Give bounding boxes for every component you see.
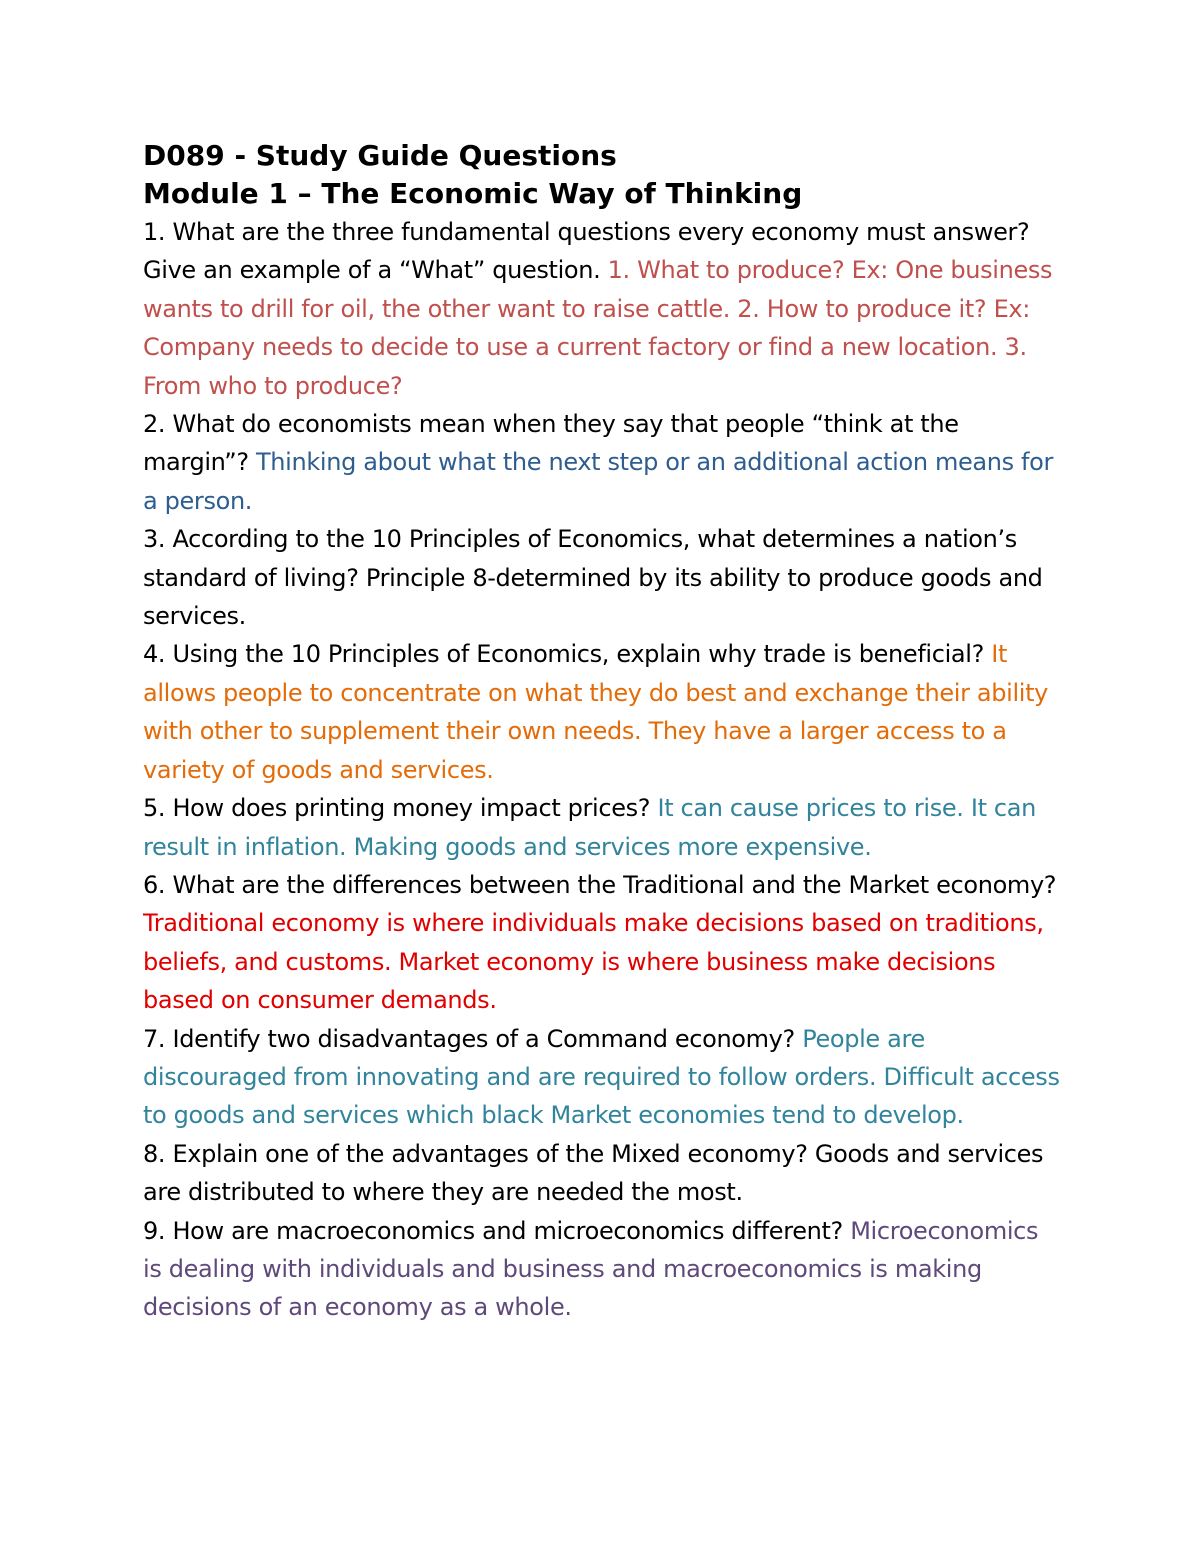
qa-item-3 xyxy=(143,520,1063,635)
document-subtitle: Module 1 – The Economic Way of Thinking xyxy=(143,177,803,210)
qa-item-2 xyxy=(143,405,1063,520)
answer-5: It can cause prices to rise. It can result in inflation. Making goods and services more expensive. xyxy=(143,794,1036,861)
qa-item-9 xyxy=(143,1212,1063,1327)
qa-item-4 xyxy=(143,635,1063,789)
question-2: 2. What do economists mean when they say that people “think at the margin”? xyxy=(143,410,959,477)
question-7: 7. Identify two disadvantages of a Command economy? xyxy=(143,1024,795,1053)
answer-4: It allows people to concentrate on what they do best and exchange their ability with other to supplement their own needs. They have a larger access to a variety of goods and services. xyxy=(143,640,1049,784)
question-3: 3. According to the 10 Principles of Economics, what determines a nation’s standard of living? xyxy=(143,525,1017,592)
answer-7: People are discouraged from innovating and are required to follow orders. Difficult access to goods and services which black Market economies tend to develop. xyxy=(143,1024,1060,1130)
document-page xyxy=(143,137,1063,1327)
question-8: 8. Explain one of the advantages of the Mixed economy? xyxy=(143,1139,808,1168)
answer-9: Microeconomics is dealing with individuals and business and macroeconomics is making decisions of an economy as a whole. xyxy=(143,1216,1039,1322)
answer-2: Thinking about what the next step or an additional action means for a person. xyxy=(143,448,1054,515)
qa-item-7 xyxy=(143,1020,1063,1135)
question-5: 5. How does printing money impact prices? xyxy=(143,794,651,823)
question-4: 4. Using the 10 Principles of Economics, explain why trade is beneficial? xyxy=(143,640,984,669)
document-title: D089 - Study Guide Questions xyxy=(143,139,617,172)
qa-item-5 xyxy=(143,789,1063,866)
question-6: 6. What are the differences between the Traditional and the Market economy? xyxy=(143,870,1057,899)
answer-6: Traditional economy is where individuals make decisions based on traditions, beliefs, and customs. Market economy is where business make decisions based on consumer demands. xyxy=(143,909,1044,1015)
qa-item-8 xyxy=(143,1135,1063,1212)
answer-3: Principle 8-determined by its ability to produce goods and services. xyxy=(143,563,1043,631)
question-9: 9. How are macroeconomics and microeconomics different? xyxy=(143,1216,843,1245)
question-1: 1. What are the three fundamental questions every economy must answer? Give an example of a “What” question. xyxy=(143,218,1030,285)
answer-8: Goods and services are distributed to where they are needed the most. xyxy=(143,1139,1044,1207)
answer-1: 1. What to produce? Ex: One business wants to drill for oil, the other want to raise cattle. 2. How to produce it? Ex: Company needs to decide to use a current factory or find a new location. 3. From who to produce? xyxy=(143,256,1053,400)
qa-item-1 xyxy=(143,213,1063,405)
qa-item-6 xyxy=(143,866,1063,1020)
